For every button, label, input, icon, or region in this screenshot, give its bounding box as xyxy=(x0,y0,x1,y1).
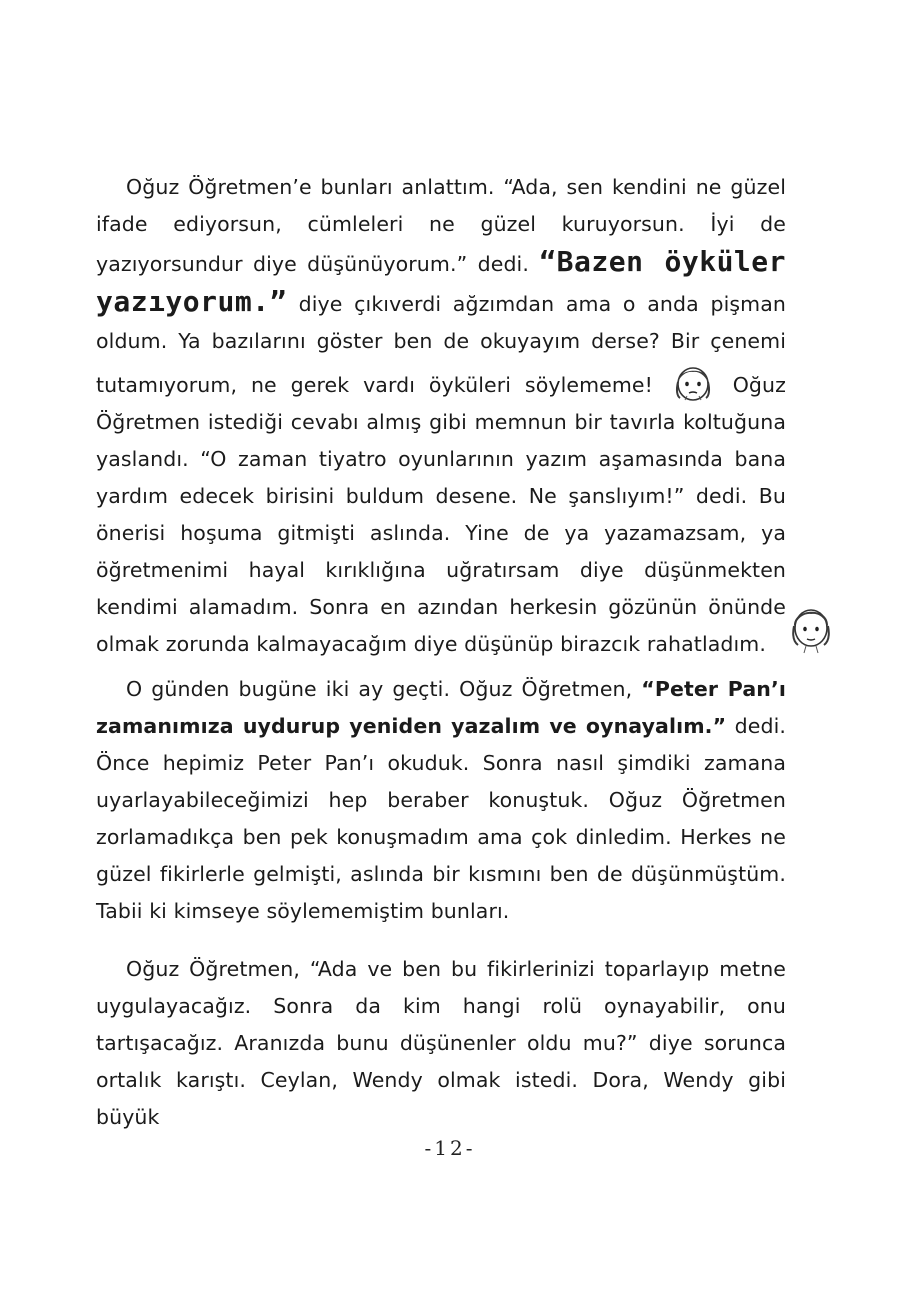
paragraph-3-text: Oğuz Öğretmen, “Ada ve ben bu fikirlerinizi toparlayıp metne uygulayacağız. Sonra da kim hangi rolü oynayabilir, onu tartışacağız. Aranızda bunu düşünenler oldu mu?” diye sorunca ortalık karıştı. Ceylan, Wendy olmak istedi. Dora, Wendy gibi büyük xyxy=(96,957,786,1129)
paragraph-1-text-end: Oğuz Öğretmen istediği cevabı almış gibi memnun bir tavırla koltuğuna yaslandı. “O zaman tiyatro oyunlarının yazım aşamasında bana yardım edecek birisini buldum desene. Ne şanslıyım!” dedi. Bu önerisi hoşuma gitmişti aslında. Yine de ya yazamazsam, ya öğretmenimi hayal kırıklığına uğratırsam diye düşünmekten kendimi alamadım. Sonra en azından herkesin gözünün önünde olmak zorunda kalmayacağım diye düşünüp birazcık rahatladım. xyxy=(96,373,786,656)
paragraph-1-text-start: Oğuz Öğretmen’e bunları anlattım. “Ada, sen kendini ne güzel ifade ediyorsun, cümleleri ne güzel kuruyorsun. İyi de yazıyorsundur diye düşünüyorum.” dedi. xyxy=(96,175,786,276)
paragraph-2-text-start: O günden bugüne iki ay geçti. Oğuz Öğretmen, xyxy=(126,677,642,701)
girl-face-icon xyxy=(788,600,834,654)
bold-quote-stories: “Bazen öyküler yazıyorum.” xyxy=(96,245,787,318)
paragraph-2 xyxy=(96,671,786,930)
paragraph-1 xyxy=(96,169,786,663)
girl-face-icon xyxy=(671,360,715,404)
bold-quote-peter-pan: “Peter Pan’ı zamanımıza uydurup yeniden yazalım ve oynayalım.” xyxy=(96,677,786,738)
paragraph-2-text-end: dedi. Önce hepimiz Peter Pan’ı okuduk. Sonra nasıl şimdiki zamana uyarlayabileceğimizi hep beraber konuştuk. Oğuz Öğretmen zorlamadıkça ben pek konuşmadım ama çok dinledim. Herkes ne güzel fikirlerle gelmişti, aslında bir kısmını ben de düşünmüştüm. Tabii ki kimseye söylememiştim bunları. xyxy=(96,714,787,923)
paragraph-3 xyxy=(96,951,786,1136)
page-number: -12- xyxy=(424,1136,476,1160)
paragraph-1-text-middle: diye çıkıverdi ağzımdan ama o anda pişman oldum. Ya bazılarını göster ben de okuyayım derse? Bir çenemi tutamıyorum, ne gerek vardı öyküleri söylememe! xyxy=(96,292,786,397)
